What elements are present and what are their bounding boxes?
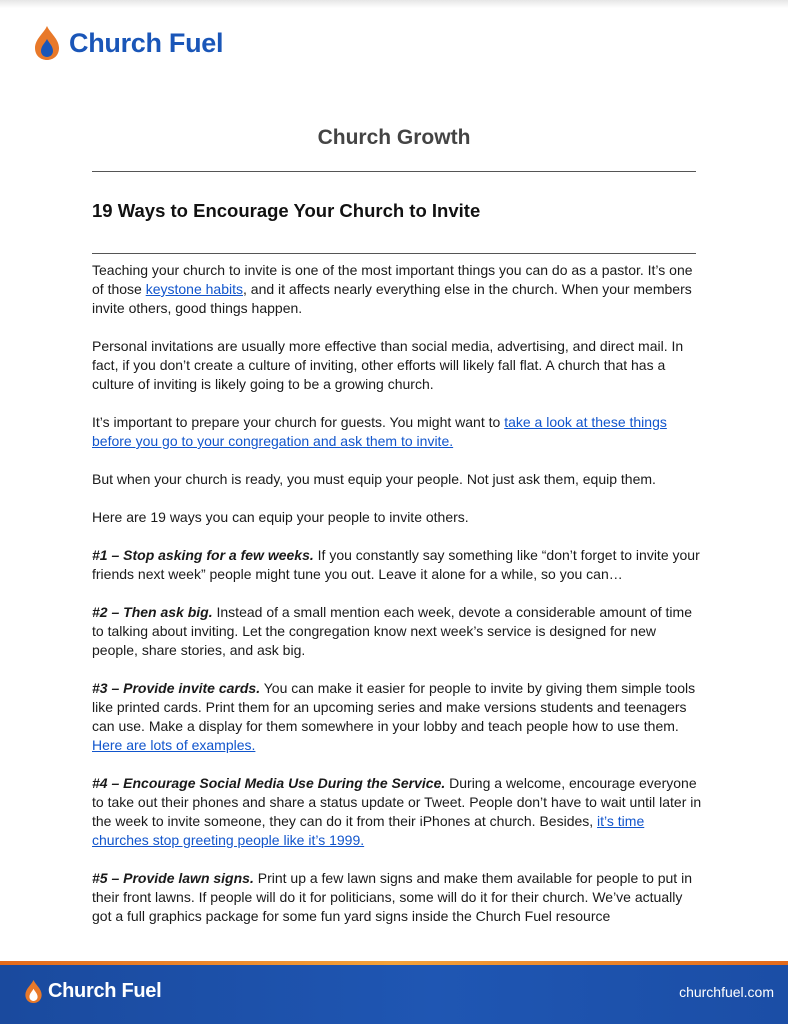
- tip-4: #4 – Encourage Social Media Use During the Service. During a welcome, encourage everyone to take out their phones and share a status update or Tweet. People don’t have to wait until later in the week to invite someone, they can do it from their iPhones at church. Besides, it’s time churches stop greeting people like it’s 1999.: [92, 775, 702, 848]
- equip-paragraph: But when your church is ready, you must equip your people. Not just ask them, equip them.: [92, 471, 656, 487]
- page-top-shadow: [0, 0, 788, 8]
- divider-bottom: [92, 253, 696, 254]
- ways-intro-paragraph: Here are 19 ways you can equip your people to invite others.: [92, 509, 469, 525]
- prepare-guests-link[interactable]: take a look at these things before you go to your congregation and ask them to invite.: [92, 414, 667, 449]
- greeting-article-link[interactable]: it’s time churches stop greeting people like it’s 1999.: [92, 813, 645, 848]
- intro-paragraph: Teaching your church to invite is one of the most important things you can do as a pastor. It’s one of those keystone habits, and it affects nearly everything else in the church. When your members invite others, good things happen.: [92, 262, 693, 316]
- invite-card-examples-link[interactable]: Here are lots of examples.: [92, 737, 256, 753]
- keystone-habits-link[interactable]: keystone habits: [145, 281, 243, 297]
- footer-website-link[interactable]: churchfuel.com: [679, 984, 774, 1000]
- flame-logo-icon: [24, 979, 43, 1004]
- header-logo[interactable]: [33, 25, 223, 61]
- tip-2-heading: #2 – Then ask big.: [92, 604, 213, 620]
- divider-top: [92, 171, 696, 172]
- tip-3: #3 – Provide invite cards. You can make it easier for people to invite by giving them simple tools like printed cards. Print them for an upcoming series and make versions students and teenagers can use. Make a display for them somewhere in your lobby and teach people how to use them. Here are lots of examples.: [92, 680, 696, 753]
- tip-2: #2 – Then ask big. Instead of a small mention each week, devote a considerable amount of time to talking about inviting. Let the congregation know next week’s service is designed for new people, share stories, and ask big.: [92, 604, 692, 658]
- footer-logo-wordmark: Church Fuel: [48, 980, 162, 1002]
- tip-4-heading: #4 – Encourage Social Media Use During the Service.: [92, 775, 446, 791]
- footer-accent-stripe: [0, 961, 788, 965]
- tip-5-heading: #5 – Provide lawn signs.: [92, 870, 254, 886]
- tip-1: #1 – Stop asking for a few weeks. If you constantly say something like “don’t forget to invite your friends next week” people might tune you out. Leave it alone for a while, so you can…: [92, 547, 700, 582]
- page-title: Church Growth: [317, 126, 471, 149]
- flame-logo-icon: [33, 25, 61, 61]
- article-title: 19 Ways to Encourage Your Church to Invite: [92, 200, 481, 221]
- article-body: [92, 261, 704, 945]
- invitations-paragraph: Personal invitations are usually more effective than social media, advertising, and direct mail. In fact, if you don’t create a culture of inviting, other efforts will likely fall flat. A church that has a culture of inviting is likely going to be a growing church.: [92, 338, 684, 392]
- tip-5: #5 – Provide lawn signs. Print up a few lawn signs and make them available for people to put in their front lawns. If people will do it for politicians, some will do it for their church. We’ve actually got a full graphics package for some fun yard signs inside the Church Fuel resource: [92, 870, 692, 924]
- prepare-paragraph: It’s important to prepare your church for guests. You might want to take a look at these things before you go to your congregation and ask them to invite.: [92, 414, 667, 449]
- header-logo-wordmark: Church Fuel: [69, 27, 224, 58]
- footer-logo[interactable]: [24, 979, 161, 1004]
- tip-1-heading: #1 – Stop asking for a few weeks.: [92, 547, 314, 563]
- tip-3-heading: #3 – Provide invite cards.: [92, 680, 261, 696]
